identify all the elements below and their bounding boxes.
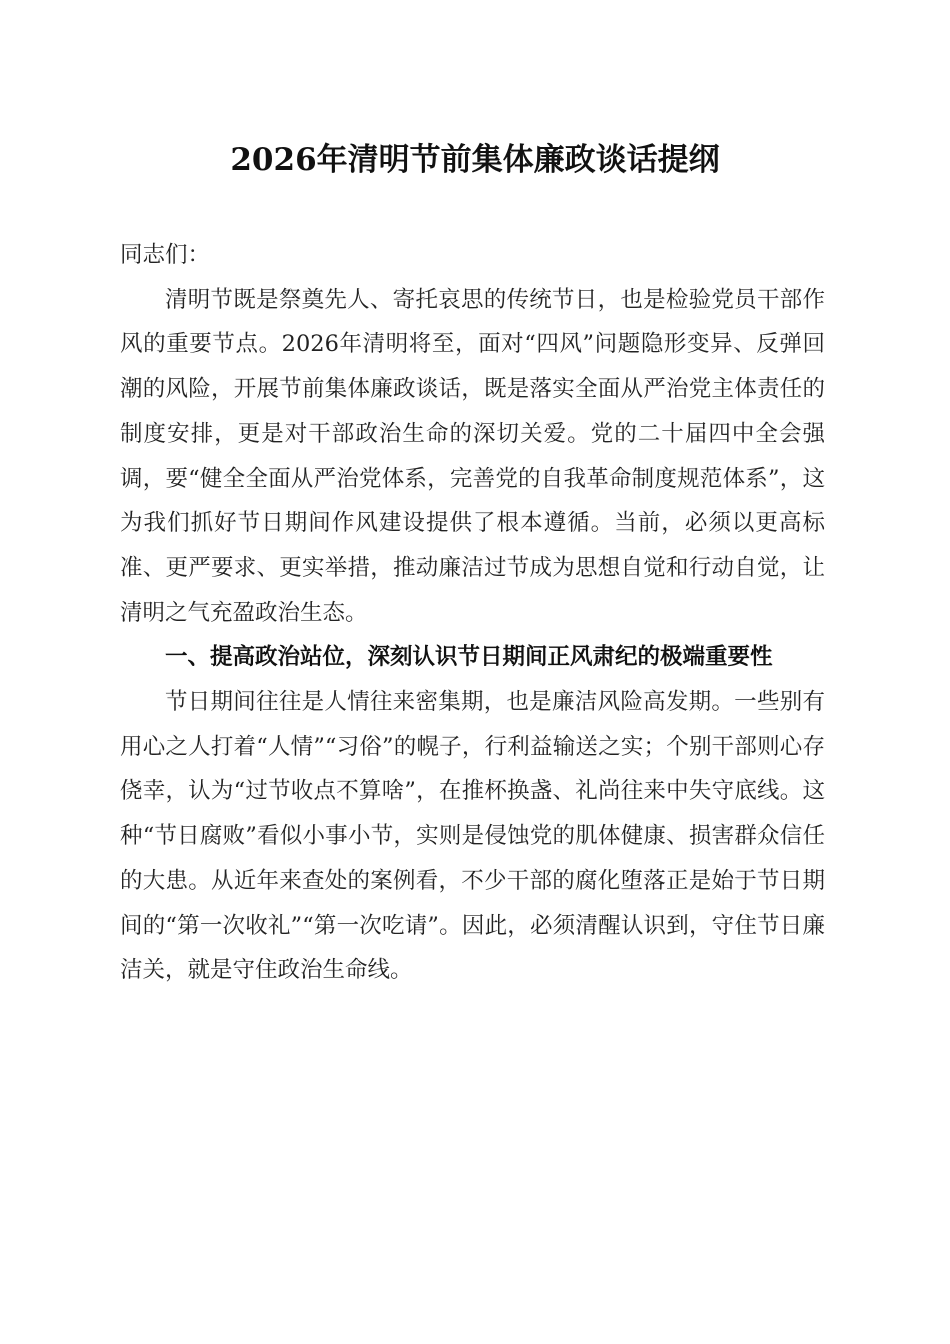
document-body [120,233,825,993]
section-1-heading: 一、提高政治站位，深刻认识节日期间正风肃纪的极端重要性 [165,644,773,671]
intro-paragraph: 清明节既是祭奠先人、寄托哀思的传统节日，也是检验党员干部作风的重要节点。2026年清明将至，面对“四风”问题隐形变异、反弹回潮的风险，开展节前集体廉政谈话，既是落实全面从严治党主体责任的制度安排，更是对干部政治生命的深切关爱。党的二十届四中全会强调，要“健全全面从严治党体系，完善党的自我革命制度规范体系”，这为我们抓好节日期间作风建设提供了根本遵循。当前，必须以更高标准、更严要求、更实举措，推动廉洁过节成为思想自觉和行动自觉，让清明之气充盈政治生态。 [120,286,825,626]
section-1-paragraph: 节日期间往往是人情往来密集期，也是廉洁风险高发期。一些别有用心之人打着“人情”“习俗”的幌子，行利益输送之实；个别干部则心存侥幸，认为“过节收点不算啥”，在推杯换盏、礼尚往来中失守底线。这种“节日腐败”看似小事小节，实则是侵蚀党的肌体健康、损害群众信任的大患。从近年来查处的案例看，不少干部的腐化堕落正是始于节日期间的“第一次收礼”“第一次吃请”。因此，必须清醒认识到，守住节日廉洁关，就是守住政治生命线。 [120,689,825,984]
salutation: 同志们： [120,242,211,268]
document-title: 2026年清明节前集体廉政谈话提纲 [230,142,720,178]
